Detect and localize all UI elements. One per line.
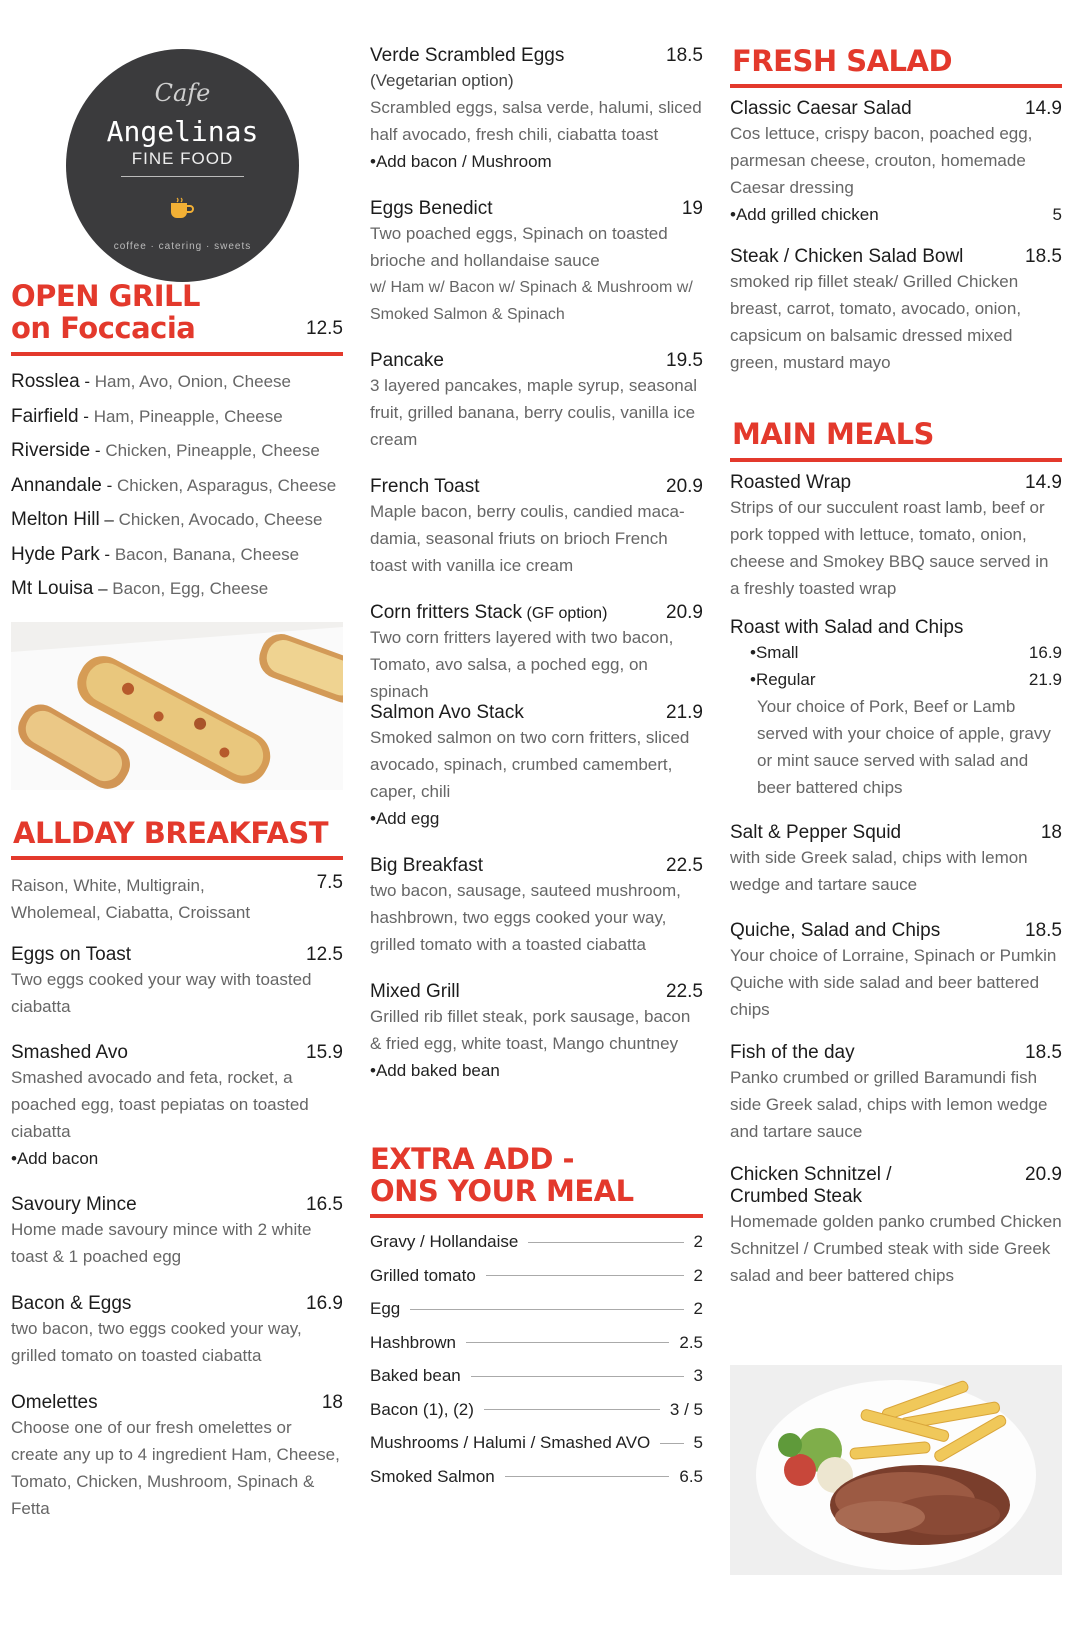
menu-item-addon: •Add egg [370, 809, 440, 828]
menu-item-name: Roasted Wrap [730, 472, 852, 493]
size-price: 21.9 [1028, 670, 1062, 689]
menu-item-name-line2: Crumbed Steak [730, 1186, 863, 1207]
menu-item [730, 617, 1062, 801]
menu-item [730, 920, 1062, 1023]
menu-item-price: 22.5 [666, 981, 703, 1002]
menu-item-header [730, 98, 1062, 120]
menu-item-price: 16.5 [306, 1194, 343, 1215]
menu-item-price: 22.5 [666, 855, 703, 876]
menu-item-name-wrap [11, 1042, 128, 1064]
menu-item [370, 602, 703, 705]
menu-item [11, 1293, 343, 1369]
menu-item [11, 872, 343, 926]
main-meals-rule [730, 458, 1062, 462]
menu-item-price: 18.5 [666, 45, 703, 66]
grill-item-desc: Chicken, Pineapple, Cheese [105, 441, 320, 460]
menu-item-header [11, 1293, 343, 1315]
menu-item-addon-row [370, 148, 703, 175]
menu-item-name: Eggs Benedict [370, 198, 493, 219]
menu-item-name-wrap [370, 602, 607, 624]
menu-item-name-wrap [11, 1293, 131, 1315]
menu-item [11, 1194, 343, 1270]
extra-item [370, 1433, 703, 1453]
menu-item-name-wrap [370, 981, 460, 1003]
extra-item-leader [466, 1342, 669, 1343]
grill-item-name: Melton Hill [11, 509, 100, 530]
extra-item-leader [660, 1443, 683, 1444]
right-column [730, 0, 1062, 1646]
menu-item-addon-row [730, 201, 1062, 228]
fresh-salad-rule [730, 84, 1062, 88]
menu-item-name: Savoury Mince [11, 1194, 137, 1215]
menu-item-name-wrap [730, 1042, 855, 1064]
grill-item [11, 506, 343, 533]
grill-item-name: Mt Louisa [11, 578, 94, 599]
fresh-salad-title: FRESH SALAD [732, 44, 953, 78]
menu-item-price: 19.5 [666, 350, 703, 371]
menu-item-price: 15.9 [306, 1042, 343, 1063]
menu-item-name: Smashed Avo [11, 1042, 128, 1063]
menu-item-note: (Vegetarian option) [370, 71, 514, 90]
menu-item-price: 20.9 [1025, 1164, 1062, 1185]
menu-item-price: 19 [681, 198, 703, 219]
menu-item-desc: 3 layered pancakes, maple syrup, seasonal fruit, grilled banana, berry coulis, vanilla ice cream [370, 376, 697, 449]
menu-item-price: 7.5 [316, 872, 343, 893]
grill-item-separator: - [78, 406, 94, 426]
menu-item-name: Big Breakfast [370, 855, 483, 876]
menu-item-price: 16.9 [306, 1293, 343, 1314]
grill-item [11, 368, 343, 395]
menu-item-header [370, 198, 703, 220]
grill-item-desc: Bacon, Banana, Cheese [114, 544, 300, 564]
grill-item-desc: Chicken, Avocado, Cheese [118, 510, 323, 529]
menu-item-header [11, 944, 343, 966]
extra-item [370, 1299, 703, 1319]
logo-tagline: coffee · catering · sweets [113, 241, 252, 252]
extras-title [370, 1143, 634, 1207]
grill-item [11, 472, 343, 499]
menu-item-name-wrap [370, 702, 524, 724]
menu-item-addon-row [370, 805, 703, 832]
menu-item-price: 21.9 [666, 702, 703, 723]
menu-item-name: Bacon & Eggs [11, 1293, 132, 1314]
left-column [11, 0, 343, 1646]
grill-item-desc: Bacon, Egg, Cheese [112, 579, 269, 598]
coffee-cup-icon [168, 197, 196, 221]
extra-item-price: 2.5 [679, 1332, 703, 1352]
menu-item-desc: smoked rip fillet steak/ Grilled Chicken breast, carrot, tomato, avocado, onion, capsicum on balsamic dressed mixed green, mustard mayo [730, 272, 1022, 372]
open-grill-title-line2: on Foccacia [11, 311, 196, 345]
extra-item-name: Smoked Salmon [370, 1466, 495, 1486]
menu-item [11, 944, 343, 1020]
menu-item-desc: Scrambled eggs, salsa verde, halumi, sliced half avocado, fresh chili, ciabatta toast [370, 98, 702, 144]
size-option [730, 639, 1062, 666]
grill-item [11, 403, 343, 430]
menu-item [730, 98, 1062, 228]
menu-item-addon: •Add baked bean [370, 1061, 500, 1080]
logo-brand: Angelinas [106, 115, 259, 148]
grill-item-name: Annandale [11, 474, 102, 496]
menu-item-price: 12.5 [306, 944, 343, 965]
menu-item [370, 476, 703, 579]
grill-item-name: Rosslea [11, 371, 80, 392]
grill-item-desc: Ham, Avo, Onion, Cheese [94, 372, 292, 391]
menu-item-price: 14.9 [1025, 98, 1062, 119]
menu-item-name-wrap [370, 198, 493, 220]
open-grill-price: 12.5 [306, 318, 343, 339]
extras-list [370, 1232, 703, 1572]
menu-item-addon-row [370, 1057, 703, 1084]
menu-item [730, 246, 1062, 376]
grill-item-name: Hyde Park [11, 543, 100, 565]
size-price: 16.9 [1028, 643, 1062, 662]
extra-item [370, 1266, 703, 1286]
open-grill-title-line1: OPEN GRILL [11, 279, 200, 313]
menu-item-price: 20.9 [666, 476, 703, 497]
menu-item-name: Omelettes [11, 1392, 98, 1413]
extra-item-price: 3 / 5 [669, 1399, 703, 1419]
extra-item-name: Grilled tomato [370, 1265, 476, 1285]
menu-item [730, 822, 1062, 898]
extra-item-name: Hashbrown [370, 1332, 456, 1352]
extra-item-price: 5 [693, 1433, 703, 1452]
grill-item-separator: - [101, 475, 117, 495]
menu-item [11, 1042, 343, 1172]
extra-item [370, 1333, 703, 1353]
extra-item-name: Gravy / Hollandaise [370, 1232, 519, 1251]
extra-item-name: Egg [370, 1299, 401, 1318]
extra-item [370, 1467, 703, 1487]
menu-item-header [730, 617, 1062, 639]
menu-item-desc: Two eggs cooked your way with toasted ciabatta [11, 970, 312, 1016]
extras-title-line1: EXTRA ADD - [370, 1142, 575, 1176]
menu-item-name-wrap [730, 246, 963, 268]
menu-item-name-wrap [11, 1194, 137, 1216]
menu-item [370, 198, 703, 328]
menu-item-name: Mixed Grill [370, 981, 460, 1002]
menu-item-desc: Two poached eggs, Spinach on toasted brioche and hollandaise sauce [370, 224, 668, 270]
menu-item-header [11, 1042, 343, 1064]
grill-item [11, 541, 343, 568]
menu-item-price: 18 [321, 1392, 343, 1413]
menu-item-name-wrap [730, 920, 940, 942]
menu-item-addon: •Add bacon / Mushroom [370, 152, 552, 171]
menu-item-desc: Strips of our succulent roast lamb, beef or pork topped with lettuce, tomato, onion, cheese and Smokey BBQ sauce served in a freshly toasted wrap [730, 498, 1049, 598]
extra-item-leader [528, 1242, 683, 1243]
menu-item-desc: Two corn fritters layered with two bacon, Tomato, avo salsa, a poched egg, on spinach [370, 628, 674, 701]
menu-item-name: Corn fritters Stack [370, 602, 523, 623]
menu-item-header [730, 246, 1062, 268]
menu-item [11, 1392, 343, 1522]
menu-item-header [11, 872, 343, 926]
menu-item-desc: Your choice of Lorraine, Spinach or Pumkin Quiche with side salad and beer battered chips [730, 946, 1057, 1019]
menu-item-addon-row [11, 1145, 343, 1172]
grill-item-separator: – [99, 510, 119, 529]
menu-item-desc: Raison, White, Multigrain, Wholemeal, Ciabatta, Croissant [11, 876, 251, 922]
size-label: •Small [750, 643, 799, 662]
menu-item-desc: Your choice of Pork, Beef or Lamb served with your choice of apple, gravy or mint sauce served with salad and beer battered chips [757, 697, 1051, 797]
menu-item-name-wrap [370, 45, 564, 67]
menu-item [730, 1164, 1062, 1289]
menu-item-name: Eggs on Toast [11, 944, 132, 965]
menu-item-header [370, 45, 703, 67]
menu-item [730, 1042, 1062, 1145]
menu-item-desc: Homemade golden panko crumbed Chicken Schnitzel / Crumbed steak with side Greek salad and beer battered chips [730, 1212, 1062, 1285]
menu-item [730, 472, 1062, 602]
menu-item-name-wrap [11, 1392, 98, 1414]
menu-item-desc: Grilled rib fillet steak, pork sausage, bacon & fried egg, white toast, Mango chuntney [370, 1007, 691, 1053]
extra-item-name: Bacon (1), (2) [370, 1399, 474, 1419]
menu-item-header [370, 476, 703, 498]
menu-item [370, 855, 703, 958]
logo-divider [121, 176, 244, 177]
menu-item-header [370, 602, 703, 624]
menu-item [370, 702, 703, 832]
menu-item-name-wrap [730, 822, 901, 844]
open-grill-title [11, 280, 200, 344]
extra-item-leader [486, 1275, 684, 1276]
menu-item-name-wrap [370, 476, 479, 498]
menu-item-name-wrap [730, 617, 963, 639]
extras-title-line2: ONS YOUR MEAL [370, 1174, 634, 1208]
extra-item-leader [410, 1309, 683, 1310]
menu-item-name-wrap [370, 350, 444, 372]
grill-item [11, 437, 343, 464]
extra-item-price: 2 [693, 1232, 703, 1251]
main-meals-title: MAIN MEALS [732, 417, 934, 451]
menu-item-price: 18 [1040, 822, 1062, 843]
menu-item-name: Salmon Avo Stack [370, 702, 524, 723]
menu-item-desc: Home made savoury mince with 2 white toast & 1 poached egg [11, 1220, 312, 1266]
menu-item-desc: two bacon, sausage, sauteed mushroom, hashbrown, two eggs cooked your way, grilled tomato with a toasted ciabatta [370, 881, 681, 954]
menu-item-header [370, 855, 703, 877]
menu-item-name-wrap [730, 98, 912, 120]
menu-item-header [11, 1392, 343, 1414]
menu-item-name: Roast with Salad and Chips [730, 617, 964, 638]
menu-item [370, 45, 703, 175]
menu-item-price: 18.5 [1025, 920, 1062, 941]
grilled-foccacia-photo [11, 622, 343, 790]
size-option [730, 666, 1062, 693]
menu-item-header [730, 1042, 1062, 1064]
extra-item-leader [484, 1409, 660, 1410]
menu-item-header [370, 702, 703, 724]
menu-item-name-wrap [370, 855, 483, 877]
menu-item-desc: two bacon, two eggs cooked your way, grilled tomato on toasted ciabatta [11, 1319, 302, 1365]
menu-item-name-wrap [11, 944, 131, 966]
extra-item [370, 1232, 703, 1252]
cafe-logo [66, 49, 299, 282]
menu-item-header [730, 472, 1062, 494]
menu-item-price: 14.9 [1025, 472, 1062, 493]
menu-item-desc: Maple bacon, berry coulis, candied maca-damia, seasonal friuts on brioch French toast with vanilla ice cream [370, 502, 685, 575]
menu-item-header [730, 1164, 1062, 1208]
menu-item-name: Verde Scrambled Eggs [370, 45, 565, 66]
menu-item-header [370, 981, 703, 1003]
menu-item-name: Chicken Schnitzel / [730, 1164, 892, 1185]
menu-item-addon-price: 5 [1052, 205, 1062, 224]
extra-item-price: 3 [693, 1366, 703, 1385]
menu-item-desc: Smoked salmon on two corn fritters, sliced avocado, spinach, crumbed camembert, caper, chili [370, 728, 690, 801]
extra-item-price: 2 [693, 1299, 703, 1318]
extra-item [370, 1366, 703, 1386]
menu-item-name: Fish of the day [730, 1042, 855, 1063]
menu-item-desc: Cos lettuce, crispy bacon, poached egg, parmesan cheese, crouton, homemade Caesar dressing [730, 124, 1033, 197]
extras-rule [370, 1214, 703, 1218]
menu-item [370, 981, 703, 1084]
grill-item-name: Riverside [11, 440, 91, 461]
menu-item-desc: with side Greek salad, chips with lemon wedge and tartare sauce [730, 848, 1028, 894]
menu-item-desc-variants: w/ Ham w/ Bacon w/ Spinach & Mushroom w/ Smoked Salmon & Spinach [370, 279, 693, 323]
menu-item-name: Quiche, Salad and Chips [730, 920, 941, 941]
extra-item-leader [471, 1376, 684, 1377]
allday-breakfast-title: ALLDAY BREAKFAST [13, 816, 328, 850]
allday-breakfast-rule [11, 856, 343, 860]
menu-item-name-wrap [730, 1164, 892, 1208]
steak-and-chips-photo [730, 1365, 1062, 1575]
menu-item-name: French Toast [370, 476, 480, 497]
grill-item-separator: - [79, 372, 95, 391]
menu-item-desc: Panko crumbed or grilled Baramundi fish side Greek salad, chips with lemon wedge and tartare sauce [730, 1068, 1048, 1141]
menu-item-name: Classic Caesar Salad [730, 98, 912, 119]
menu-item [370, 350, 703, 453]
grill-item-desc: Ham, Pineapple, Cheese [93, 406, 283, 426]
grill-item-separator: - [99, 544, 115, 564]
menu-item-price: 20.9 [666, 602, 703, 623]
menu-item-header [370, 350, 703, 372]
size-label: •Regular [750, 670, 816, 689]
extra-item [370, 1400, 703, 1420]
menu-item-name-wrap [730, 472, 851, 494]
logo-script: Cafe [154, 79, 211, 107]
extra-item-leader [505, 1476, 670, 1477]
menu-item-addon: •Add grilled chicken [730, 205, 879, 224]
grill-item [11, 575, 343, 602]
menu-item-header [730, 920, 1062, 942]
grill-item-desc: Chicken, Asparagus, Cheese [116, 475, 337, 495]
menu-item-desc: Smashed avocado and feta, rocket, a poached egg, toast pepiatas on toasted ciabatta [11, 1068, 309, 1141]
grill-item-separator: - [90, 441, 106, 460]
menu-item-addon: •Add bacon [11, 1149, 99, 1168]
menu-item-header [11, 1194, 343, 1216]
menu-item-name: Pancake [370, 350, 444, 371]
grill-item-name: Fairfield [11, 405, 79, 427]
extra-item-name: Baked bean [370, 1366, 461, 1385]
menu-item-price: 18.5 [1025, 1042, 1062, 1063]
middle-column [370, 0, 703, 1646]
extra-item-price: 6.5 [679, 1466, 703, 1486]
menu-item-desc: Choose one of our fresh omelettes or create any up to 4 ingredient Ham, Cheese, Tomato, Chicken, Mushroom, Spinach & Fetta [11, 1418, 340, 1518]
extra-item-name: Mushrooms / Halumi / Smashed AVO [370, 1433, 651, 1452]
menu-item-name: Salt & Pepper Squid [730, 822, 902, 843]
open-grill-rule [11, 352, 343, 356]
grill-item-separator: – [93, 579, 113, 598]
logo-subtitle: FINE FOOD [131, 149, 234, 168]
menu-item-header [730, 822, 1062, 844]
menu-item-name: Steak / Chicken Salad Bowl [730, 246, 964, 267]
extra-item-price: 2 [693, 1265, 703, 1285]
menu-item-name-note: (GF option) [522, 605, 608, 622]
menu-item-price: 18.5 [1025, 246, 1062, 267]
